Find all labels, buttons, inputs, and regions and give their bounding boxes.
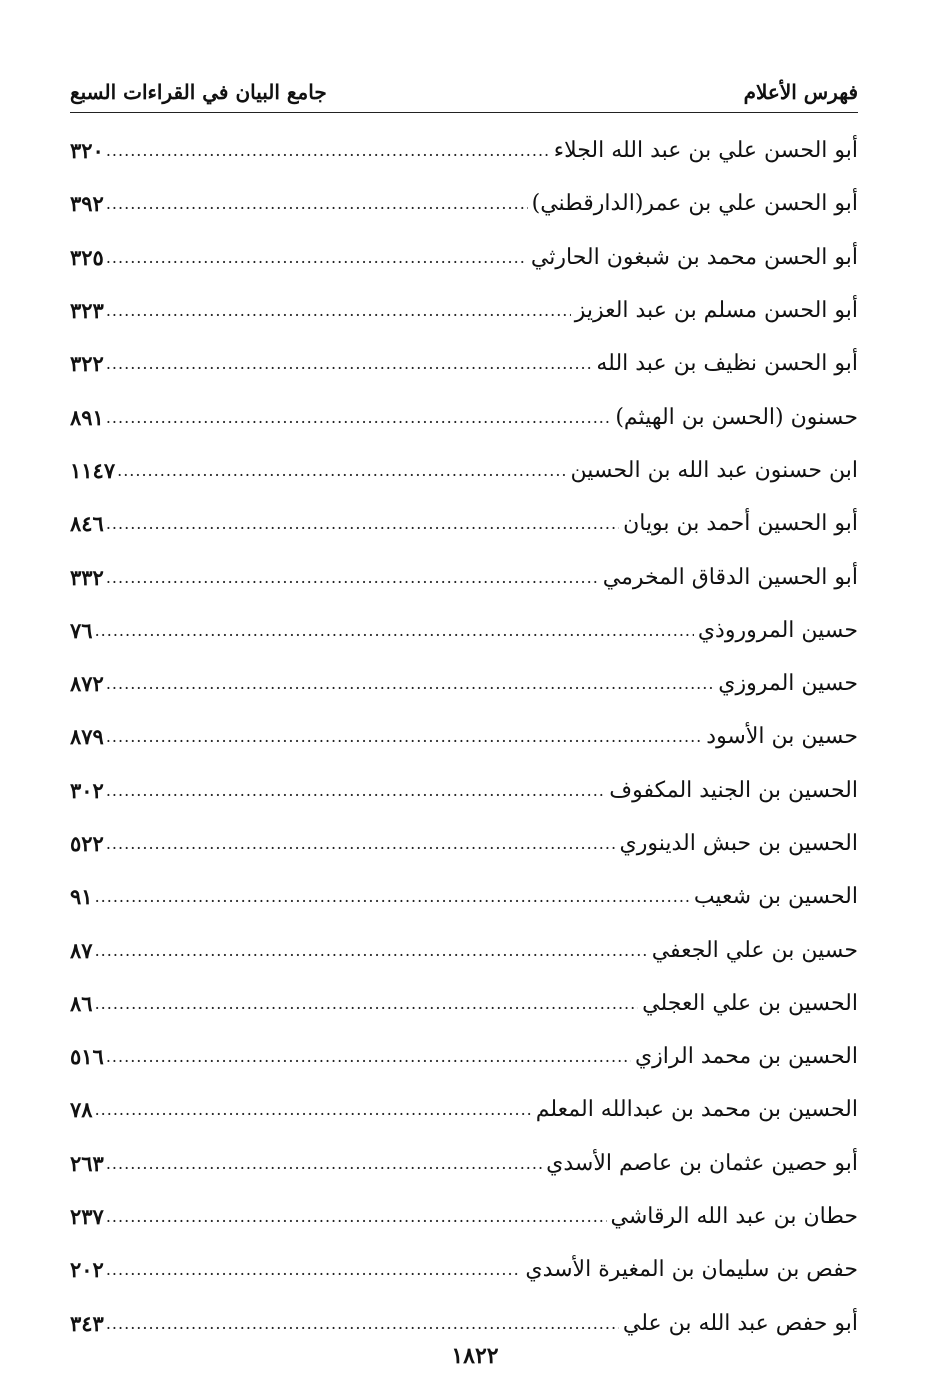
entry-page: ٥٢٢ <box>70 831 104 856</box>
entry-page: ٥١٦ <box>70 1044 104 1070</box>
entry-name: الحسين بن محمد بن عبدالله المعلم <box>535 1097 858 1123</box>
entry-name: حسنون (الحسن بن الهيثم) <box>615 404 858 430</box>
entry-page: ٣٢٣ <box>70 298 104 324</box>
entry-name: أبو الحسن مسلم بن عبد العزيز <box>574 298 858 324</box>
dot-leader <box>106 408 611 427</box>
dot-leader <box>106 727 702 746</box>
header-rule <box>70 112 858 113</box>
entry-page: ٣٣٢ <box>70 564 104 590</box>
entry-page: ٩١ <box>70 884 93 910</box>
entry-page: ٢٣٧ <box>70 1204 104 1230</box>
index-entry <box>70 1190 858 1243</box>
entry-name: الحسين بن علي العجلي <box>642 990 858 1016</box>
dot-leader <box>106 1154 542 1173</box>
index-list <box>70 124 858 1350</box>
entry-name: أبو الحسن علي بن عبد الله الجلاء <box>553 138 858 164</box>
entry-name: الحسين بن محمد الرازي <box>634 1044 858 1070</box>
index-entry <box>70 444 858 497</box>
dot-leader <box>95 887 690 906</box>
index-entry <box>70 1243 858 1296</box>
entry-name: حسين المروزي <box>718 671 858 697</box>
index-entry <box>70 550 858 603</box>
entry-page: ٣٢٥ <box>70 244 104 270</box>
entry-page: ٢٠٢ <box>70 1257 104 1283</box>
entry-page: ٧٦ <box>70 617 93 643</box>
index-entry <box>70 1083 858 1136</box>
index-entry <box>70 977 858 1030</box>
index-entry <box>70 284 858 337</box>
entry-name: أبو حفص عبد الله بن علي <box>622 1310 858 1336</box>
index-entry <box>70 817 858 870</box>
index-entry <box>70 657 858 710</box>
entry-page: ٧٨ <box>70 1097 93 1123</box>
entry-page: ٣٢٢ <box>70 351 104 377</box>
running-header <box>70 72 858 112</box>
entry-page: ٣٠٢ <box>70 777 104 803</box>
index-entry <box>70 497 858 550</box>
entry-page: ٣٩٢ <box>70 191 104 217</box>
dot-leader <box>106 1207 607 1226</box>
entry-page: ٨٧٢ <box>70 671 104 697</box>
entry-page: ٨٤٦ <box>70 511 104 537</box>
index-entry <box>70 1297 858 1350</box>
index-entry <box>70 604 858 657</box>
entry-name: الحسين بن حبش الدينوري <box>619 831 858 856</box>
entry-page: ٨٦ <box>70 990 93 1016</box>
dot-leader <box>117 461 566 480</box>
dot-leader <box>106 674 714 693</box>
dot-leader <box>106 141 550 160</box>
entry-name: أبو حصين عثمان بن عاصم الأسدي <box>546 1150 858 1176</box>
dot-leader <box>106 354 593 373</box>
index-entry <box>70 870 858 923</box>
entry-name: أبو الحسن محمد بن شبغون الحارثي <box>530 244 858 270</box>
entry-name: أبو الحسين الدقاق المخرمي <box>602 564 858 590</box>
dot-leader <box>106 1314 619 1333</box>
index-entry <box>70 1030 858 1083</box>
index-entry <box>70 124 858 177</box>
entry-page: ٣٤٣ <box>70 1310 104 1336</box>
book-title: جامع البيان في القراءات السبع <box>70 80 327 104</box>
entry-name: الحسين بن شعيب <box>693 884 858 910</box>
section-title: فهرس الأعلام <box>743 80 858 104</box>
dot-leader <box>106 301 571 320</box>
index-entry <box>70 337 858 390</box>
dot-leader <box>95 941 648 960</box>
entry-page: ٨٧٩ <box>70 724 104 750</box>
dot-leader <box>106 248 527 267</box>
entry-name: حسين بن علي الجعفي <box>651 937 858 963</box>
entry-name: الحسين بن الجنيد المكفوف <box>609 777 858 803</box>
dot-leader <box>106 194 528 213</box>
dot-leader <box>106 781 605 800</box>
dot-leader <box>106 514 619 533</box>
entry-page: ٨٩١ <box>70 404 104 430</box>
dot-leader <box>106 1260 522 1279</box>
dot-leader <box>106 568 599 587</box>
entry-name: أبو الحسين أحمد بن بويان <box>623 511 858 537</box>
entry-page: ٣٢٠ <box>70 138 104 164</box>
index-entry <box>70 1137 858 1190</box>
entry-name: أبو الحسن علي بن عمر(الدارقطني) <box>531 191 858 217</box>
index-entry <box>70 177 858 230</box>
index-entry <box>70 710 858 763</box>
entry-name: أبو الحسن نظيف بن عبد الله <box>596 351 858 377</box>
index-entry <box>70 231 858 284</box>
dot-leader <box>106 1047 631 1066</box>
entry-page: ٨٧ <box>70 937 93 963</box>
index-entry <box>70 923 858 976</box>
entry-name: حسين بن الأسود <box>706 724 858 750</box>
dot-leader <box>106 834 616 853</box>
entry-page: ١١٤٧ <box>70 457 116 483</box>
entry-name: ابن حسنون عبد الله بن الحسين <box>570 457 858 483</box>
entry-name: حسين المروروذي <box>697 617 858 643</box>
dot-leader <box>95 621 694 640</box>
entry-name: حفص بن سليمان بن المغيرة الأسدي <box>525 1257 858 1283</box>
entry-name: حطان بن عبد الله الرقاشي <box>610 1204 858 1230</box>
index-entry <box>70 764 858 817</box>
entry-page: ٢٦٣ <box>70 1150 104 1176</box>
dot-leader <box>95 1100 532 1119</box>
dot-leader <box>95 994 639 1013</box>
page-number: ١٨٢٢ <box>451 1343 499 1369</box>
index-entry <box>70 390 858 443</box>
